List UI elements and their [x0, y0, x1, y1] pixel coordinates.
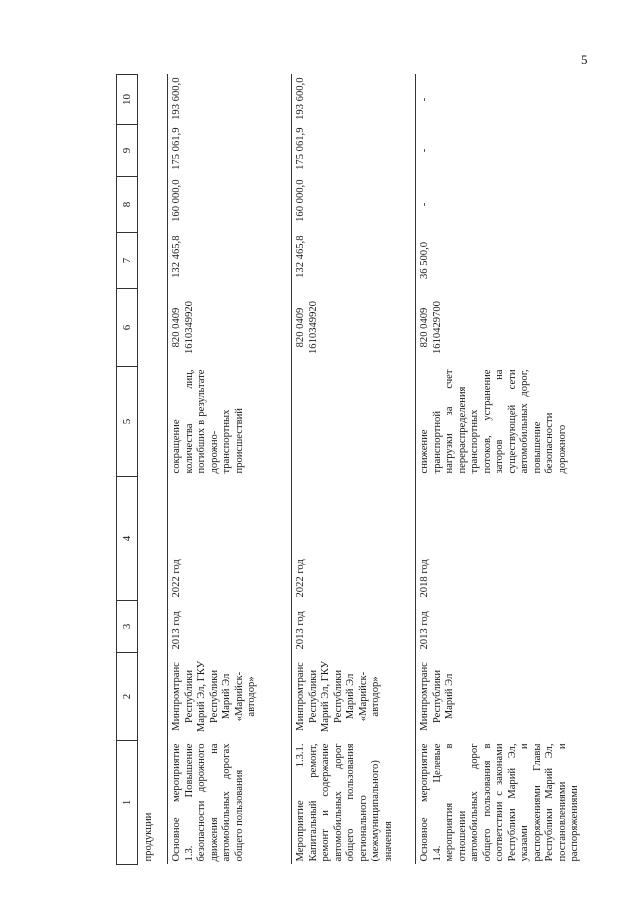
header-col-5: 5 [117, 367, 138, 477]
expected-result: сокращение количества лиц, погибших в результате дорожно-транспортных происшествий [168, 367, 292, 477]
budget-code-line-2: 1610349920 [183, 301, 195, 354]
header-row [117, 75, 138, 865]
value-col-9: 175 061,9 [292, 125, 416, 177]
expected-result [292, 367, 416, 477]
program-activities-table [116, 74, 584, 865]
header-col-4: 4 [117, 477, 138, 601]
header-col-9: 9 [117, 125, 138, 177]
budget-code-line-2: 1610349920 [307, 301, 319, 354]
value-col-7: 132 465,8 [168, 233, 292, 289]
budget-code-line-1: 820 0409 [419, 307, 430, 348]
executor: Минпромтранс Республики Марий Эл, ГКУ Республики Марий Эл «Марийск-автодор» [292, 653, 416, 741]
value-col-10: 193 600,0 [292, 75, 416, 125]
header-col-8: 8 [117, 177, 138, 233]
end-year: 2022 год [168, 477, 292, 601]
value-col-10: 193 600,0 [168, 75, 292, 125]
activity-name: Основное мероприятие 1.3. Повышение безопасности дорожного движения на автомобильных дорогах общего пользования [168, 741, 292, 865]
header-col-1: 1 [117, 741, 138, 865]
end-year: 2018 год [419, 559, 430, 598]
table-row [416, 75, 584, 865]
budget-code [292, 289, 416, 367]
executor: Минпромтранс Республики Марий Эл [419, 662, 455, 731]
rotated-table-container [116, 75, 626, 865]
expected-result: снижение транспортной нагрузки за счет перераспределения транспортных потоков, устранение заторов на существующей сети автомобильных дорог, повышение безопасности дорожного [419, 369, 568, 474]
budget-code-line-1: 820 0409 [171, 307, 182, 348]
header-col-10: 10 [117, 75, 138, 125]
value-col-10: - [419, 97, 430, 102]
value-col-9: - [419, 148, 430, 153]
activity-name: Мероприятие 1.3.1. Капитальный ремонт, ремонт и содержание автомобильных дорог общего пользования регионального (межмуниципального) значения [292, 741, 416, 865]
header-col-6: 6 [117, 289, 138, 367]
budget-code-line-1: 820 0409 [295, 307, 306, 348]
value-col-9: 175 061,9 [168, 125, 292, 177]
value-col-8: - [419, 202, 430, 207]
budget-code [168, 289, 292, 367]
header-col-3: 3 [117, 601, 138, 653]
section-row [138, 75, 168, 865]
header-col-2: 2 [117, 653, 138, 741]
executor: Минпромтранс Республики Марий Эл, ГКУ Республики Марий Эл «Марийск-автодор» [168, 653, 292, 741]
value-col-8: 160 000,0 [292, 177, 416, 233]
budget-code [416, 289, 584, 367]
header-col-7: 7 [117, 233, 138, 289]
table-row [168, 75, 292, 865]
table-row [292, 75, 416, 865]
start-year: 2013 год [292, 601, 416, 653]
start-year: 2013 год [419, 611, 430, 650]
value-col-8: 160 000,0 [168, 177, 292, 233]
start-year: 2013 год [168, 601, 292, 653]
section-label: продукции [138, 75, 168, 865]
value-col-7: 36 500,0 [419, 241, 430, 280]
page-number: 5 [581, 52, 588, 67]
value-col-7: 132 465,8 [292, 233, 416, 289]
activity-name: Основное мероприятие 1.4. Целевые мероприятия в отношении автомобильных дорог общего пользования в соответствии с законами Республики Марий Эл, указами и распоряжениями Главы Республики Марий Эл, постановлениями и распоряжениями [419, 743, 580, 862]
budget-code-line-2: 1610429700 [431, 301, 443, 354]
end-year: 2022 год [292, 477, 416, 601]
